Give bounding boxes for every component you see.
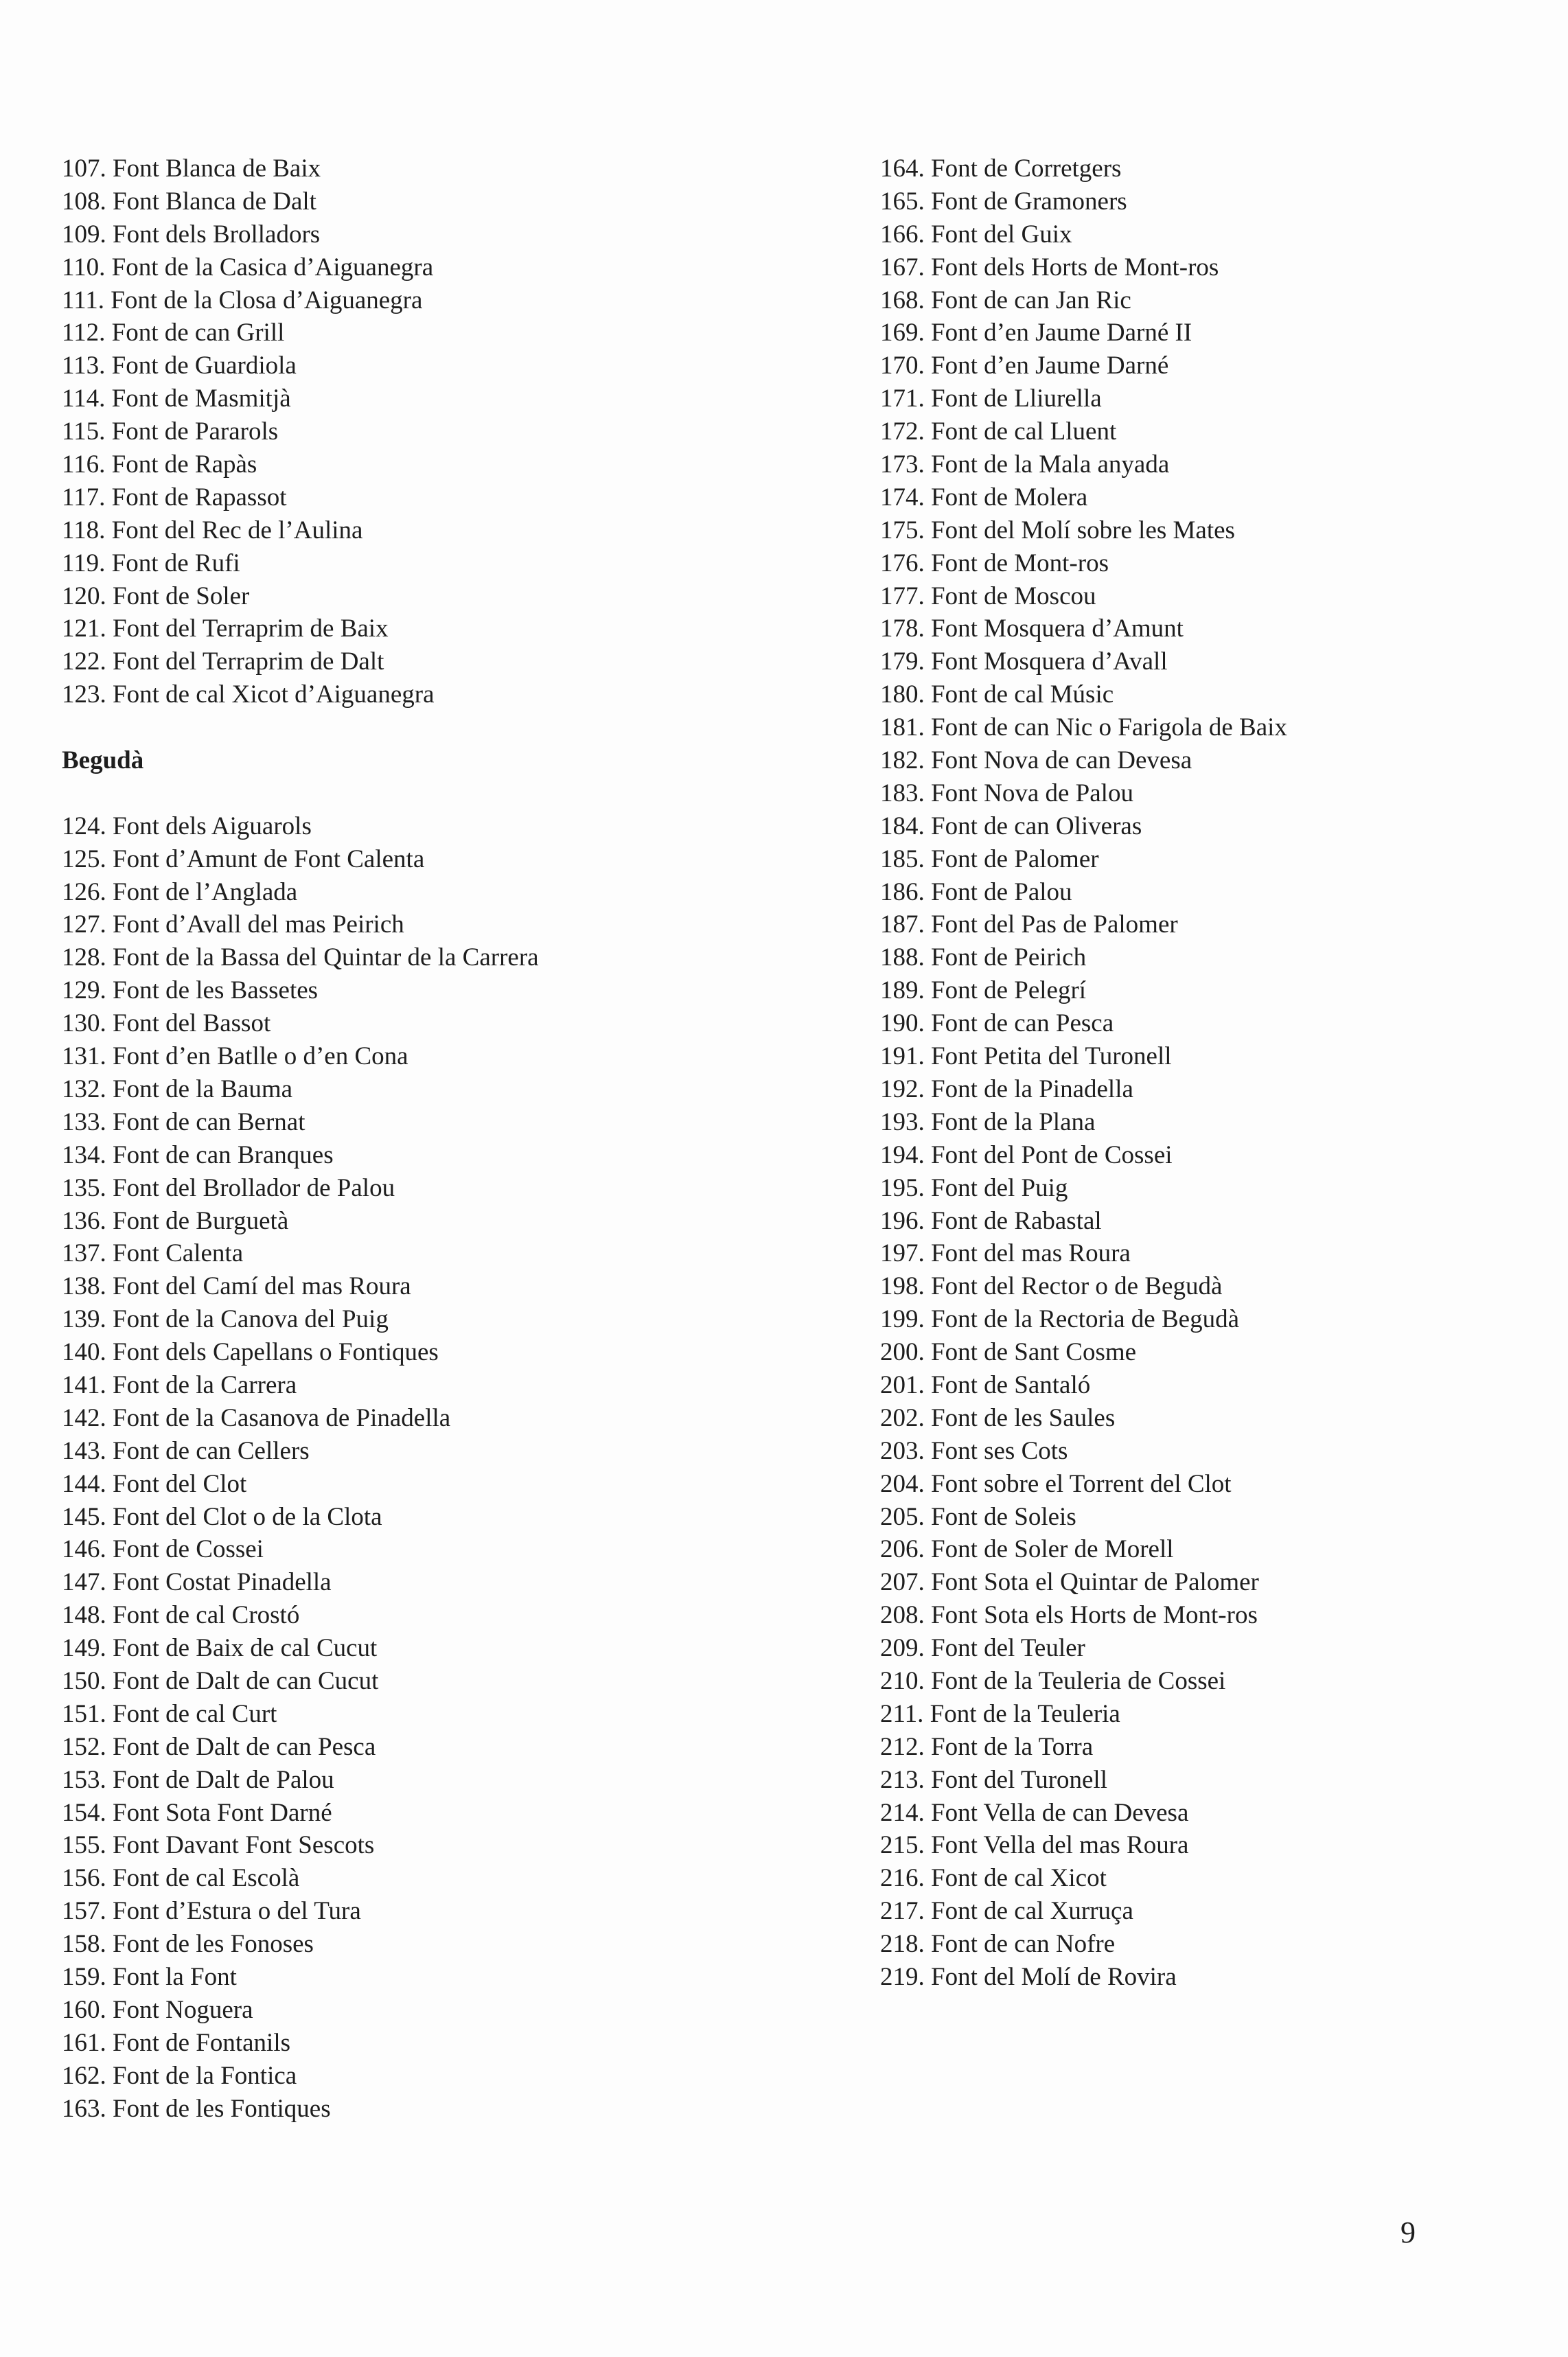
list-item: 138. Font del Camí del mas Roura bbox=[62, 1272, 411, 1301]
list-item: 219. Font del Molí de Rovira bbox=[880, 1962, 1177, 1991]
list-item: 210. Font de la Teuleria de Cossei bbox=[880, 1666, 1226, 1695]
list-item: 162. Font de la Fontica bbox=[62, 2061, 297, 2090]
list-item: 201. Font de Santaló bbox=[880, 1370, 1091, 1399]
list-item: 216. Font de cal Xicot bbox=[880, 1864, 1107, 1893]
list-item: 172. Font de cal Lluent bbox=[880, 417, 1117, 446]
list-item: 197. Font del mas Roura bbox=[880, 1239, 1131, 1268]
list-item: 125. Font d’Amunt de Font Calenta bbox=[62, 844, 425, 873]
list-item: 148. Font de cal Crostó bbox=[62, 1601, 300, 1630]
list-item: 155. Font Davant Font Sescots bbox=[62, 1831, 375, 1860]
list-item: 174. Font de Molera bbox=[880, 483, 1088, 511]
list-item: 191. Font Petita del Turonell bbox=[880, 1042, 1172, 1071]
list-item: 137. Font Calenta bbox=[62, 1239, 244, 1268]
list-item: 169. Font d’en Jaume Darné II bbox=[880, 319, 1192, 347]
list-item: 116. Font de Rapàs bbox=[62, 450, 257, 479]
list-item: 124. Font dels Aiguarols bbox=[62, 812, 312, 840]
list-item: 163. Font de les Fontiques bbox=[62, 2094, 331, 2123]
left-column bbox=[62, 152, 831, 2125]
list-item: 190. Font de can Pesca bbox=[880, 1009, 1114, 1038]
list-item: 166. Font del Guix bbox=[880, 220, 1072, 249]
list-item: 179. Font Mosquera d’Avall bbox=[880, 647, 1168, 676]
list-item: 121. Font del Terraprim de Baix bbox=[62, 614, 389, 643]
list-item: 113. Font de Guardiola bbox=[62, 352, 297, 380]
list-item: 215. Font Vella del mas Roura bbox=[880, 1831, 1189, 1860]
list-item: 135. Font del Brollador de Palou bbox=[62, 1173, 395, 1202]
list-item: 199. Font de la Rectoria de Begudà bbox=[880, 1305, 1240, 1334]
list-item: 152. Font de Dalt de can Pesca bbox=[62, 1732, 376, 1761]
list-item: 176. Font de Mont-ros bbox=[880, 549, 1109, 577]
list-item: 156. Font de cal Escolà bbox=[62, 1864, 300, 1893]
list-item: 160. Font Noguera bbox=[62, 1995, 253, 2024]
list-item: 146. Font de Cossei bbox=[62, 1535, 264, 1564]
section-spacer bbox=[62, 711, 831, 744]
list-item: 122. Font del Terraprim de Dalt bbox=[62, 647, 384, 676]
list-item: 164. Font de Corretgers bbox=[880, 154, 1122, 183]
list-item: 203. Font ses Cots bbox=[880, 1436, 1068, 1465]
list-item: 123. Font de cal Xicot d’Aiguanegra bbox=[62, 680, 435, 709]
list-item: 139. Font de la Canova del Puig bbox=[62, 1305, 389, 1334]
list-item: 154. Font Sota Font Darné bbox=[62, 1798, 332, 1827]
list-item: 168. Font de can Jan Ric bbox=[880, 286, 1131, 314]
list-item: 165. Font de Gramoners bbox=[880, 187, 1127, 216]
list-item: 129. Font de les Bassetes bbox=[62, 976, 319, 1005]
list-item: 140. Font dels Capellans o Fontiques bbox=[62, 1338, 439, 1367]
list-item: 213. Font del Turonell bbox=[880, 1765, 1107, 1794]
list-item: 110. Font de la Casica d’Aiguanegra bbox=[62, 253, 434, 281]
right-column bbox=[880, 152, 1539, 1994]
list-item: 153. Font de Dalt de Palou bbox=[62, 1765, 334, 1794]
list-item: 189. Font de Pelegrí bbox=[880, 976, 1087, 1005]
list-item: 120. Font de Soler bbox=[62, 582, 250, 610]
list-item: 118. Font del Rec de l’Aulina bbox=[62, 516, 363, 544]
list-item: 184. Font de can Oliveras bbox=[880, 812, 1142, 840]
list-item: 207. Font Sota el Quintar de Palomer bbox=[880, 1568, 1259, 1597]
list-item: 198. Font del Rector o de Begudà bbox=[880, 1272, 1223, 1301]
list-item: 177. Font de Moscou bbox=[880, 582, 1096, 610]
list-item: 195. Font del Puig bbox=[880, 1173, 1068, 1202]
list-item: 183. Font Nova de Palou bbox=[880, 779, 1133, 807]
list-item: 187. Font del Pas de Palomer bbox=[880, 910, 1178, 939]
section-spacer bbox=[62, 777, 831, 810]
list-item: 193. Font de la Plana bbox=[880, 1107, 1096, 1136]
list-item: 126. Font de l’Anglada bbox=[62, 877, 298, 906]
list-item: 206. Font de Soler de Morell bbox=[880, 1535, 1174, 1564]
list-item: 119. Font de Rufi bbox=[62, 549, 240, 577]
list-item: 108. Font Blanca de Dalt bbox=[62, 187, 316, 216]
list-item: 217. Font de cal Xurruça bbox=[880, 1897, 1133, 1926]
list-item: 170. Font d’en Jaume Darné bbox=[880, 352, 1169, 380]
list-item: 112. Font de can Grill bbox=[62, 319, 285, 347]
list-item: 185. Font de Palomer bbox=[880, 844, 1099, 873]
list-item: 188. Font de Peirich bbox=[880, 943, 1087, 972]
list-item: 180. Font de cal Músic bbox=[880, 680, 1114, 709]
list-item: 107. Font Blanca de Baix bbox=[62, 154, 321, 183]
list-item: 134. Font de can Branques bbox=[62, 1140, 334, 1169]
list-item: 149. Font de Baix de cal Cucut bbox=[62, 1634, 378, 1663]
list-item: 143. Font de can Cellers bbox=[62, 1436, 310, 1465]
list-item: 212. Font de la Torra bbox=[880, 1732, 1094, 1761]
list-item: 117. Font de Rapassot bbox=[62, 483, 287, 511]
list-item: 151. Font de cal Curt bbox=[62, 1699, 277, 1728]
list-item: 182. Font Nova de can Devesa bbox=[880, 746, 1192, 775]
page-number: 9 bbox=[1400, 2216, 1416, 2249]
list-item: 145. Font del Clot o de la Clota bbox=[62, 1502, 382, 1531]
list-item: 186. Font de Palou bbox=[880, 877, 1072, 906]
list-item: 194. Font del Pont de Cossei bbox=[880, 1140, 1173, 1169]
list-item: 211. Font de la Teuleria bbox=[880, 1699, 1120, 1728]
list-item: 130. Font del Bassot bbox=[62, 1009, 271, 1038]
list-item: 141. Font de la Carrera bbox=[62, 1370, 297, 1399]
list-item: 157. Font d’Estura o del Tura bbox=[62, 1897, 361, 1926]
list-item: 132. Font de la Bauma bbox=[62, 1074, 293, 1103]
list-item: 175. Font del Molí sobre les Mates bbox=[880, 516, 1235, 544]
list-item: 218. Font de can Nofre bbox=[880, 1930, 1116, 1959]
list-item: 109. Font dels Brolladors bbox=[62, 220, 321, 249]
list-item: 147. Font Costat Pinadella bbox=[62, 1568, 332, 1597]
list-item: 196. Font de Rabastal bbox=[880, 1206, 1102, 1235]
list-item: 161. Font de Fontanils bbox=[62, 2028, 291, 2057]
list-item: 142. Font de la Casanova de Pinadella bbox=[62, 1403, 451, 1432]
section-heading: Begudà bbox=[62, 746, 144, 775]
list-item: 136. Font de Burguetà bbox=[62, 1206, 289, 1235]
list-item: 114. Font de Masmitjà bbox=[62, 384, 291, 413]
list-item: 158. Font de les Fonoses bbox=[62, 1930, 314, 1959]
list-item: 205. Font de Soleis bbox=[880, 1502, 1076, 1531]
list-item: 150. Font de Dalt de can Cucut bbox=[62, 1666, 379, 1695]
list-item: 192. Font de la Pinadella bbox=[880, 1074, 1133, 1103]
list-item: 171. Font de Lliurella bbox=[880, 384, 1102, 413]
list-item: 144. Font del Clot bbox=[62, 1469, 247, 1498]
list-item: 131. Font d’en Batlle o d’en Cona bbox=[62, 1042, 408, 1071]
list-item: 173. Font de la Mala anyada bbox=[880, 450, 1170, 479]
list-item: 115. Font de Pararols bbox=[62, 417, 279, 446]
list-item: 159. Font la Font bbox=[62, 1962, 237, 1991]
list-item: 202. Font de les Saules bbox=[880, 1403, 1116, 1432]
list-item: 111. Font de la Closa d’Aiguanegra bbox=[62, 286, 423, 314]
list-item: 181. Font de can Nic o Farigola de Baix bbox=[880, 713, 1287, 742]
list-item: 200. Font de Sant Cosme bbox=[880, 1338, 1137, 1367]
list-item: 209. Font del Teuler bbox=[880, 1634, 1085, 1663]
list-item: 208. Font Sota els Horts de Mont-ros bbox=[880, 1601, 1258, 1630]
list-item: 133. Font de can Bernat bbox=[62, 1107, 305, 1136]
list-item: 214. Font Vella de can Devesa bbox=[880, 1798, 1189, 1827]
list-item: 127. Font d’Avall del mas Peirich bbox=[62, 910, 404, 939]
list-item: 128. Font de la Bassa del Quintar de la Carrera bbox=[62, 943, 539, 972]
list-item: 167. Font dels Horts de Mont-ros bbox=[880, 253, 1219, 281]
list-item: 204. Font sobre el Torrent del Clot bbox=[880, 1469, 1232, 1498]
list-item: 178. Font Mosquera d’Amunt bbox=[880, 614, 1184, 643]
